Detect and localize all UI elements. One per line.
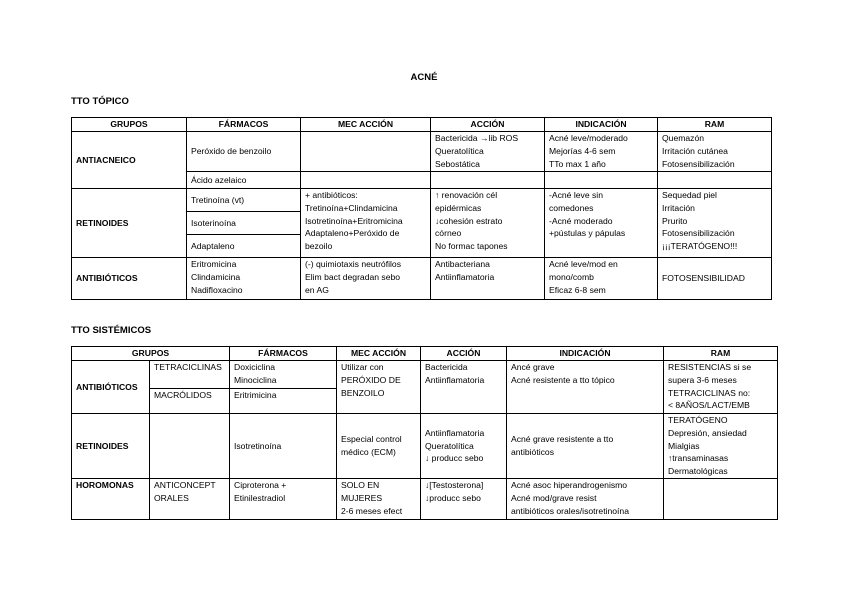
- drug-cell: [187, 258, 301, 300]
- cell-line: TETRACICLINAS no:: [668, 387, 751, 398]
- cell-line: Nadifloxacino: [191, 284, 243, 295]
- cell-line: Adaptaleno+Peróxido de: [305, 228, 400, 239]
- ram-cell: [664, 361, 778, 414]
- cell-line: Clindamicina: [191, 271, 241, 282]
- cell-line: en AG: [305, 284, 329, 295]
- cell-line: Isotretinoína+Eritromicina: [305, 215, 403, 226]
- header-farmacos: FÁRMACOS: [230, 347, 337, 361]
- indicacion-cell: [507, 479, 664, 520]
- cell-line: Quemazón: [662, 133, 705, 143]
- cell-line: Acné leve/mod en: [549, 259, 618, 269]
- group-cell: RETINOIDES: [72, 414, 150, 479]
- cell-line: Antiinflamatoria: [425, 427, 485, 438]
- mec-cell: [301, 258, 431, 300]
- cell-line: ↑transaminasas: [668, 453, 729, 464]
- accion-cell: [431, 172, 545, 189]
- cell-line: PERÓXIDO DE: [341, 374, 401, 385]
- header-indicacion: INDICACIÓN: [545, 118, 658, 132]
- table-header-row: [72, 118, 772, 132]
- cell-line: ↓ producc sebo: [425, 453, 484, 464]
- cell-line: MUJERES: [341, 492, 383, 503]
- drug-cell: [230, 479, 337, 520]
- header-ram: RAM: [658, 118, 772, 132]
- cell-line: ¡¡¡TERATÓGENO!!!: [662, 241, 738, 252]
- cell-line: Eficaz 6-8 sem: [549, 284, 606, 295]
- cell-line: Eritromicina: [191, 259, 237, 269]
- cell-line: SOLO EN: [341, 480, 380, 490]
- cell-line: Utilizar con: [341, 362, 384, 372]
- subgroup-cell: [150, 414, 230, 479]
- cell-line: Fotosensibilización: [662, 158, 735, 169]
- drug-cell: Isoterinoína: [187, 212, 301, 235]
- document-title: ACNÉ: [410, 72, 438, 83]
- header-ram: RAM: [664, 347, 778, 361]
- accion-cell: [431, 189, 545, 258]
- cell-line: Especial control: [341, 434, 402, 445]
- cell-line: mono/comb: [549, 271, 594, 282]
- header-mec-accion: MEC ACCIÓN: [337, 347, 421, 361]
- drug-cell: Ácido azelaico: [187, 172, 301, 189]
- cell-line: 2-6 meses efect: [341, 505, 403, 516]
- cell-line: +pústulas y pápulas: [549, 228, 626, 239]
- cell-line: Antiinflamatoria: [425, 374, 485, 385]
- cell-line: -Acné moderado: [549, 215, 613, 226]
- cell-line: Elim bact degradan sebo: [305, 271, 401, 282]
- systemic-table: [71, 346, 778, 520]
- indicacion-cell: [545, 258, 658, 300]
- cell-line: Sebostática: [435, 158, 480, 169]
- table-row: [72, 361, 778, 389]
- cell-line: córneo: [435, 228, 462, 239]
- header-grupos: GRUPOS: [72, 118, 187, 132]
- cell-line: Queratolítica: [425, 440, 474, 451]
- cell-line: Bactericida: [425, 362, 468, 372]
- table-row: [72, 479, 778, 520]
- topical-table: [71, 117, 772, 300]
- cell-line: (-) quimiotaxis neutrófilos: [305, 259, 401, 269]
- table-header-row: [72, 347, 778, 361]
- cell-line: comedones: [549, 202, 594, 213]
- cell-line: Fotosensibilización: [662, 228, 735, 239]
- cell-line: supera 3-6 meses: [668, 374, 737, 385]
- indicacion-cell: [507, 414, 664, 479]
- group-cell: ANTIACNEICO: [72, 132, 187, 189]
- ram-cell: [658, 172, 772, 189]
- cell-line: Etinilestradiol: [234, 492, 286, 503]
- cell-line: Acné mod/grave resist: [511, 492, 597, 503]
- group-cell: ANTIBIÓTICOS: [72, 258, 187, 300]
- mec-cell: [337, 361, 421, 414]
- cell-line: + antibióticos:: [305, 190, 358, 200]
- table-row: [72, 258, 772, 300]
- subgroup-cell: [150, 479, 230, 520]
- cell-line: Depresión, ansiedad: [668, 427, 747, 438]
- cell-line: ↑ renovación cél: [435, 190, 498, 200]
- cell-line: Ciproterona +: [234, 480, 287, 490]
- header-accion: ACCIÓN: [431, 118, 545, 132]
- cell-line: TERATÓGENO: [668, 415, 728, 425]
- cell-line: epidérmicas: [435, 202, 482, 213]
- header-grupos: GRUPOS: [72, 347, 230, 361]
- cell-line: Ancé grave: [511, 362, 555, 372]
- cell-line: Irritación: [662, 202, 695, 213]
- cell-line: < 8AÑOS/LACT/EMB: [668, 400, 750, 411]
- cell-line: No formac tapones: [435, 241, 508, 252]
- cell-line: Bactericida →lib ROS: [435, 133, 519, 143]
- cell-line: Mejorías 4-6 sem: [549, 145, 616, 156]
- indicacion-cell: [545, 189, 658, 258]
- cell-line: Doxiciclina: [234, 362, 276, 372]
- drug-cell: Isotretinoína: [230, 414, 337, 479]
- cell-line: médico (ECM): [341, 447, 396, 457]
- cell-line: antibióticos: [511, 447, 554, 457]
- drug-cell: [230, 361, 337, 389]
- cell-line: Antibacteriana: [435, 259, 490, 269]
- cell-line: Sequedad piel: [662, 190, 717, 200]
- cell-line: ↓[Testosterona]: [425, 480, 484, 490]
- header-farmacos: FÁRMACOS: [187, 118, 301, 132]
- systemic-heading: TTO SISTÉMICOS: [71, 325, 152, 336]
- cell-line: ↓cohesión estrato: [435, 215, 503, 226]
- ram-cell: [664, 479, 778, 520]
- cell-line: ↓producc sebo: [425, 492, 481, 503]
- accion-cell: [421, 479, 507, 520]
- mec-cell: [301, 132, 431, 172]
- drug-cell: Tretinoína (vt): [187, 189, 301, 212]
- header-indicacion: INDICACIÓN: [507, 347, 664, 361]
- cell-line: Mialgias: [668, 440, 700, 451]
- cell-line: Acné asoc hiperandrogenismo: [511, 480, 628, 490]
- cell-line: -Acné leve sin: [549, 190, 603, 200]
- table-row: [72, 132, 772, 172]
- cell-line: Dermatológicas: [668, 466, 728, 477]
- drug-cell: Eritrimicina: [230, 389, 337, 414]
- group-cell: ANTIBIÓTICOS: [72, 361, 150, 414]
- mec-cell: [337, 479, 421, 520]
- ram-cell: [658, 132, 772, 172]
- drug-cell: Peróxido de benzoilo: [187, 132, 301, 172]
- indicacion-cell: [545, 132, 658, 172]
- cell-line: Irritación cutánea: [662, 145, 728, 156]
- cell-line: Tretinoína+Clindamicina: [305, 202, 398, 213]
- cell-line: ORALES: [154, 492, 189, 503]
- table-row: [72, 189, 772, 212]
- cell-line: bezoilo: [305, 241, 333, 252]
- ram-cell: [664, 414, 778, 479]
- mec-cell: [337, 414, 421, 479]
- cell-line: Acné grave resistente a tto: [511, 434, 614, 445]
- cell-line: BENZOILO: [341, 387, 385, 398]
- cell-line: antibióticos orales/isotretinoína: [511, 505, 629, 516]
- cell-line: Antiinflamatoria: [435, 271, 495, 282]
- cell-line: TTo max 1 año: [549, 158, 606, 169]
- cell-line: RESISTENCIAS si se: [668, 362, 752, 372]
- accion-cell: [421, 414, 507, 479]
- header-mec-accion: MEC ACCIÓN: [301, 118, 431, 132]
- cell-line: Minociclina: [234, 374, 277, 385]
- table-row: [72, 414, 778, 479]
- ram-cell: [658, 189, 772, 258]
- cell-line: ANTICONCEPT: [154, 480, 216, 490]
- group-cell: HOROMONAS: [72, 479, 150, 520]
- indicacion-cell: [545, 172, 658, 189]
- mec-cell: [301, 172, 431, 189]
- ram-cell: FOTOSENSIBILIDAD: [658, 258, 772, 300]
- accion-cell: [431, 258, 545, 300]
- cell-line: Prurito: [662, 215, 688, 226]
- cell-line: Acné resistente a tto tópico: [511, 374, 615, 385]
- subgroup-cell: TETRACICLINAS: [150, 361, 230, 389]
- drug-cell: Adaptaleno: [187, 235, 301, 258]
- accion-cell: [421, 361, 507, 414]
- header-accion: ACCIÓN: [421, 347, 507, 361]
- mec-cell: [301, 189, 431, 258]
- cell-line: Queratolítica: [435, 145, 484, 156]
- indicacion-cell: [507, 361, 664, 414]
- cell-line: Acné leve/moderado: [549, 133, 628, 143]
- accion-cell: [431, 132, 545, 172]
- group-cell: RETINOIDES: [72, 189, 187, 258]
- topical-heading: TTO TÓPICO: [71, 96, 129, 107]
- subgroup-cell: MACRÓLIDOS: [150, 389, 230, 414]
